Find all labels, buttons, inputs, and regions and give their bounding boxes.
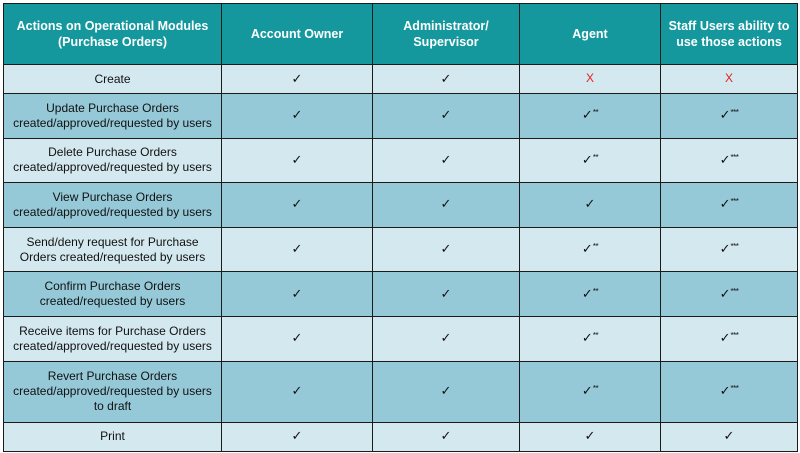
account-owner-cell xyxy=(222,94,373,139)
check-icon: ✓ xyxy=(291,330,303,346)
action-cell: Delete Purchase Orders created/approved/requested by users xyxy=(4,138,222,183)
check-icon: ✓ xyxy=(291,151,303,167)
check-icon: ✓ xyxy=(440,383,452,399)
administrator-cell xyxy=(373,316,520,361)
footnote-marker: *** xyxy=(730,286,739,296)
table-row xyxy=(4,94,798,139)
check-icon: ✓ xyxy=(581,241,593,257)
check-icon: ✓ xyxy=(291,70,303,86)
table-row xyxy=(4,272,798,317)
check-icon: ✓ xyxy=(719,285,731,301)
header-account-owner: Account Owner xyxy=(222,4,373,65)
check-icon: ✓ xyxy=(440,151,452,167)
action-cell: Confirm Purchase Orders created/requested by users xyxy=(4,272,222,317)
footnote-marker: *** xyxy=(730,242,739,252)
check-icon: ✓ xyxy=(584,196,596,212)
check-icon: ✓ xyxy=(719,196,731,212)
check-icon: ✓ xyxy=(440,196,452,212)
administrator-cell xyxy=(373,138,520,183)
table-row xyxy=(4,227,798,272)
table-row xyxy=(4,316,798,361)
check-icon: ✓ xyxy=(291,383,303,399)
footnote-marker: *** xyxy=(730,331,739,341)
table-row xyxy=(4,183,798,228)
administrator-cell xyxy=(373,94,520,139)
account-owner-cell xyxy=(222,183,373,228)
account-owner-cell xyxy=(222,227,373,272)
staff-cell xyxy=(661,272,798,317)
administrator-cell xyxy=(373,65,520,94)
check-icon: ✓ xyxy=(291,107,303,123)
permissions-table xyxy=(3,3,798,452)
footnote-marker: ** xyxy=(592,242,599,252)
action-cell: Receive items for Purchase Orders created/approved/requested by users xyxy=(4,316,222,361)
account-owner-cell xyxy=(222,272,373,317)
cross-icon: X xyxy=(585,71,594,85)
agent-cell xyxy=(520,227,661,272)
check-icon: ✓ xyxy=(440,241,452,257)
footnote-marker: ** xyxy=(592,152,599,162)
staff-cell xyxy=(661,138,798,183)
footnote-marker: ** xyxy=(592,331,599,341)
check-icon: ✓ xyxy=(719,330,731,346)
table-row xyxy=(4,422,798,451)
check-icon: ✓ xyxy=(440,70,452,86)
table-row xyxy=(4,65,798,94)
administrator-cell xyxy=(373,361,520,422)
header-agent: Agent xyxy=(520,4,661,65)
footnote-marker: ** xyxy=(592,108,599,118)
header-administrator-supervisor: Administrator/ Supervisor xyxy=(373,4,520,65)
check-icon: ✓ xyxy=(719,383,731,399)
administrator-cell xyxy=(373,227,520,272)
footnote-marker: *** xyxy=(730,384,739,394)
header-row xyxy=(4,4,798,65)
check-icon: ✓ xyxy=(581,151,593,167)
agent-cell xyxy=(520,361,661,422)
check-icon: ✓ xyxy=(719,151,731,167)
footnote-marker: ** xyxy=(592,286,599,296)
administrator-cell xyxy=(373,183,520,228)
agent-cell xyxy=(520,138,661,183)
check-icon: ✓ xyxy=(440,428,452,444)
permissions-table-container xyxy=(3,3,798,452)
action-cell: View Purchase Orders created/approved/requested by users xyxy=(4,183,222,228)
footnote-marker: *** xyxy=(730,108,739,118)
account-owner-cell xyxy=(222,422,373,451)
action-cell: Update Purchase Orders created/approved/requested by users xyxy=(4,94,222,139)
staff-cell xyxy=(661,65,798,94)
check-icon: ✓ xyxy=(581,383,593,399)
action-cell: Send/deny request for Purchase Orders created/requested by users xyxy=(4,227,222,272)
action-cell: Print xyxy=(4,422,222,451)
agent-cell xyxy=(520,272,661,317)
footnote-marker: ** xyxy=(592,384,599,394)
check-icon: ✓ xyxy=(719,107,731,123)
administrator-cell xyxy=(373,422,520,451)
header-staff-users: Staff Users ability to use those actions xyxy=(661,4,798,65)
staff-cell xyxy=(661,361,798,422)
account-owner-cell xyxy=(222,65,373,94)
agent-cell xyxy=(520,422,661,451)
check-icon: ✓ xyxy=(581,330,593,346)
action-cell: Revert Purchase Orders created/approved/requested by users to draft xyxy=(4,361,222,422)
check-icon: ✓ xyxy=(440,285,452,301)
administrator-cell xyxy=(373,272,520,317)
agent-cell xyxy=(520,183,661,228)
check-icon: ✓ xyxy=(719,241,731,257)
agent-cell xyxy=(520,316,661,361)
check-icon: ✓ xyxy=(291,285,303,301)
staff-cell xyxy=(661,422,798,451)
check-icon: ✓ xyxy=(723,428,735,444)
check-icon: ✓ xyxy=(584,428,596,444)
agent-cell xyxy=(520,65,661,94)
table-row xyxy=(4,138,798,183)
table-row xyxy=(4,361,798,422)
staff-cell xyxy=(661,183,798,228)
cross-icon: X xyxy=(724,71,733,85)
check-icon: ✓ xyxy=(581,107,593,123)
account-owner-cell xyxy=(222,316,373,361)
header-actions: Actions on Operational Modules (Purchase Orders) xyxy=(4,4,222,65)
account-owner-cell xyxy=(222,138,373,183)
check-icon: ✓ xyxy=(440,107,452,123)
check-icon: ✓ xyxy=(291,428,303,444)
check-icon: ✓ xyxy=(291,196,303,212)
staff-cell xyxy=(661,94,798,139)
action-cell: Create xyxy=(4,65,222,94)
agent-cell xyxy=(520,94,661,139)
footnote-marker: *** xyxy=(730,152,739,162)
account-owner-cell xyxy=(222,361,373,422)
check-icon: ✓ xyxy=(291,241,303,257)
staff-cell xyxy=(661,227,798,272)
staff-cell xyxy=(661,316,798,361)
check-icon: ✓ xyxy=(581,285,593,301)
check-icon: ✓ xyxy=(440,330,452,346)
footnote-marker: *** xyxy=(730,197,739,207)
